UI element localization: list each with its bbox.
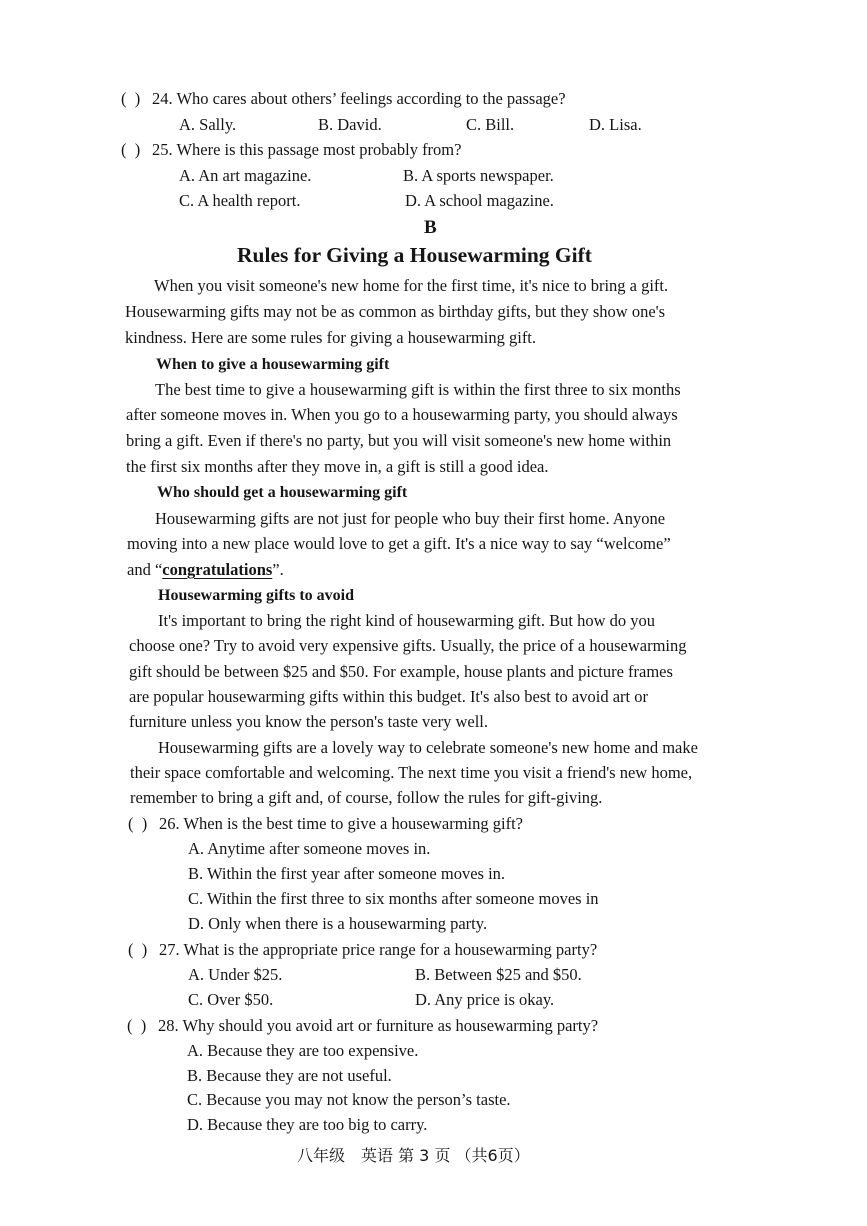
answer-bracket[interactable]: ( ) (127, 1016, 147, 1035)
option-c: C. Because you may not know the person’s taste. (187, 1090, 511, 1109)
option-c: C. Over $50. (188, 990, 274, 1009)
option-b: B. Within the first year after someone moves in. (188, 864, 506, 883)
paragraph-line: gift should be between $25 and $50. For example, house plants and picture frames (129, 662, 673, 681)
question-stem: 27. What is the appropriate price range for a housewarming party? (159, 940, 598, 959)
option-a: A. Under $25. (188, 965, 283, 984)
answer-bracket[interactable]: ( ) (121, 140, 141, 159)
option-d: D. Because they are too big to carry. (187, 1115, 428, 1134)
paragraph-line: Housewarming gifts may not be as common as birthday gifts, but they show one's (125, 302, 666, 321)
option-c: C. A health report. (179, 191, 301, 210)
option-a: A. Anytime after someone moves in. (188, 839, 431, 858)
option-d: D. Any price is okay. (415, 990, 555, 1009)
answer-bracket[interactable]: ( ) (128, 814, 148, 833)
question-stem: 26. When is the best time to give a housewarming gift? (159, 814, 523, 833)
subheading-avoid: Housewarming gifts to avoid (158, 587, 354, 604)
paragraph-line: choose one? Try to avoid very expensive gifts. Usually, the price of a housewarming (129, 636, 687, 655)
paragraph-line (127, 560, 284, 580)
page-footer: 八年级 英语 第 3 页 （共6页） (297, 1146, 530, 1165)
option-a: A. An art magazine. (179, 166, 312, 185)
paragraph-line: bring a gift. Even if there's no party, but you will visit someone's new home within (126, 431, 672, 450)
option-c: C. Within the first three to six months after someone moves in (188, 889, 599, 908)
underlined-word: congratulations (162, 560, 273, 579)
question-stem: 25. Where is this passage most probably from? (152, 140, 462, 159)
paragraph-line: moving into a new place would love to get a gift. It's a nice way to say “welcome” (127, 534, 671, 553)
option-d: D. Only when there is a housewarming party. (188, 914, 488, 933)
section-letter: B (424, 217, 437, 238)
option-b: B. David. (318, 115, 382, 134)
paragraph-line: their space comfortable and welcoming. The next time you visit a friend's new home, (130, 763, 693, 782)
option-c: C. Bill. (466, 115, 515, 134)
option-d: D. Lisa. (589, 115, 642, 134)
option-a: A. Because they are too expensive. (187, 1041, 419, 1060)
question-stem: 24. Who cares about others’ feelings according to the passage? (152, 89, 566, 108)
paragraph-line: kindness. Here are some rules for giving a housewarming gift. (125, 328, 537, 347)
paragraph-line: the first six months after they move in, a gift is still a good idea. (126, 457, 549, 476)
quote-open: and “ (127, 560, 163, 579)
paragraph-line: remember to bring a gift and, of course, follow the rules for gift-giving. (130, 788, 603, 807)
subheading-when: When to give a housewarming gift (156, 356, 390, 373)
paragraph-line: after someone moves in. When you go to a housewarming party, you should always (126, 405, 678, 424)
paragraph-line: The best time to give a housewarming gift is within the first three to six months (155, 380, 681, 399)
subheading-who: Who should get a housewarming gift (157, 484, 408, 501)
option-b: B. Between $25 and $50. (415, 965, 582, 984)
paragraph-line: It's important to bring the right kind of housewarming gift. But how do you (158, 611, 656, 630)
answer-bracket[interactable]: ( ) (128, 940, 148, 959)
option-d: D. A school magazine. (405, 191, 554, 210)
paragraph-line: Housewarming gifts are a lovely way to celebrate someone's new home and make (158, 738, 698, 757)
passage-title: Rules for Giving a Housewarming Gift (237, 243, 592, 267)
question-stem: 28. Why should you avoid art or furniture as housewarming party? (158, 1016, 599, 1035)
paragraph-line: furniture unless you know the person's taste very well. (129, 712, 489, 731)
answer-bracket[interactable]: ( ) (121, 89, 141, 108)
paragraph-line: Housewarming gifts are not just for people who buy their first home. Anyone (155, 509, 666, 528)
option-a: A. Sally. (179, 115, 237, 134)
paragraph-line: are popular housewarming gifts within this budget. It's also best to avoid art or (129, 687, 648, 706)
quote-close: ”. (272, 560, 284, 579)
option-b: B. Because they are not useful. (187, 1066, 392, 1085)
paragraph-line: When you visit someone's new home for the first time, it's nice to bring a gift. (154, 276, 669, 295)
option-b: B. A sports newspaper. (403, 166, 554, 185)
